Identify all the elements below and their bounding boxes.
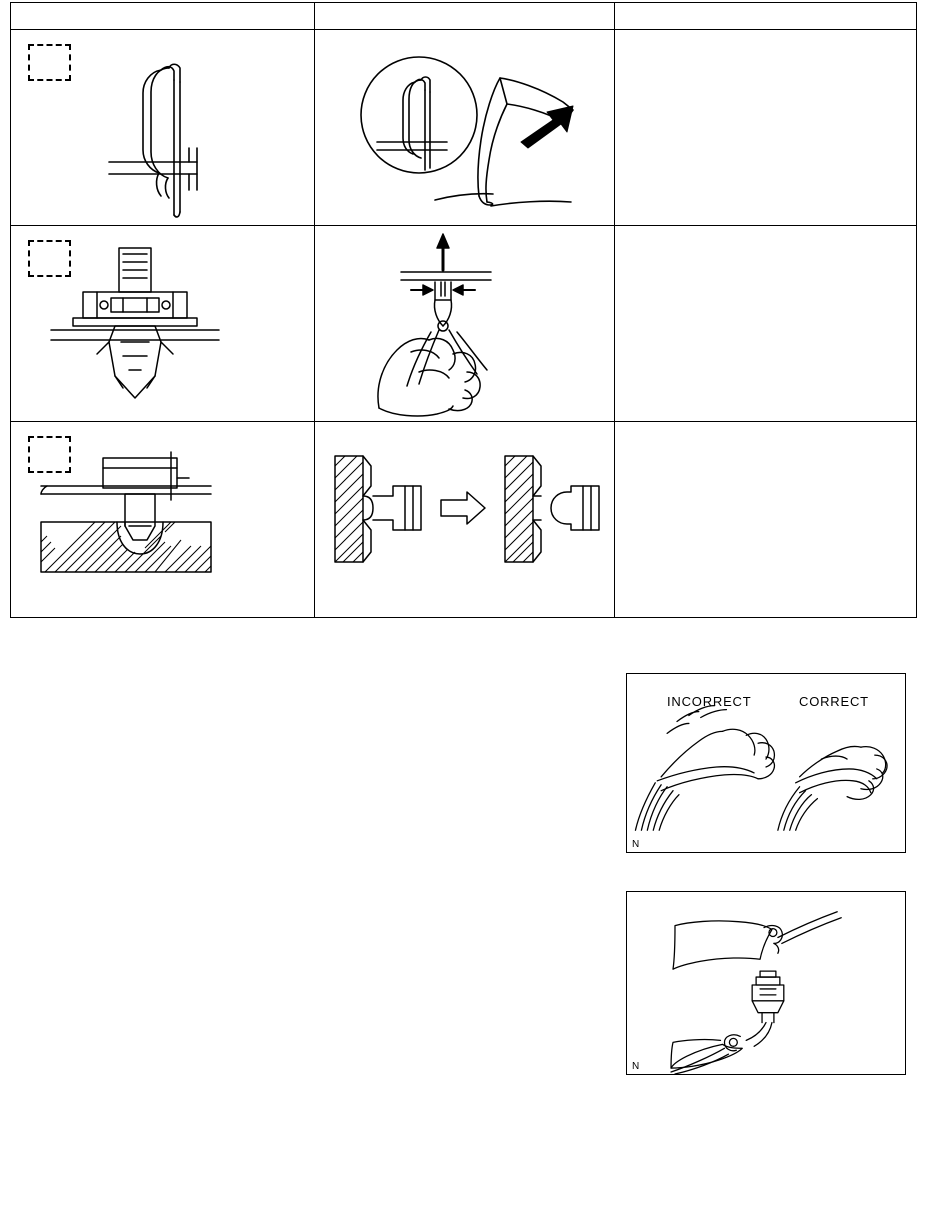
notes-cell-1	[615, 30, 917, 226]
clip-in-panel-cross-section-figure	[11, 422, 314, 617]
table-header-cell-1	[11, 3, 315, 30]
table-row	[11, 30, 917, 226]
incorrect-correct-illustration	[627, 674, 905, 852]
table-header-cell-2	[315, 3, 615, 30]
label-incorrect: INCORRECT	[667, 694, 752, 709]
connector-wire-routing-illustration	[627, 892, 905, 1074]
clip-pull-out-cross-section-figure	[315, 422, 614, 617]
connector-wire-routing-figure	[626, 891, 906, 1075]
incorrect-correct-wire-harness-figure	[626, 673, 906, 853]
clip-side-view-cell-3	[11, 422, 315, 618]
clip-removal-cell-2	[315, 226, 615, 422]
clip-removal-cell-1	[315, 30, 615, 226]
table-header-cell-3	[615, 3, 917, 30]
push-pin-clip-front-view-figure	[11, 226, 314, 421]
hook-clip-side-view-figure	[11, 30, 314, 225]
notes-cell-2	[615, 226, 917, 422]
clip-side-view-cell-2	[11, 226, 315, 422]
clip-side-view-cell-1	[11, 30, 315, 226]
table-row	[11, 422, 917, 618]
label-correct: CORRECT	[799, 694, 869, 709]
clip-removal-table	[10, 2, 917, 618]
notes-cell-3	[615, 422, 917, 618]
figure-caption: N	[632, 839, 640, 850]
table-row	[11, 226, 917, 422]
magnified-hook-clip-pry-figure	[315, 30, 614, 225]
table-header-row	[11, 3, 917, 30]
clip-removal-cell-3	[315, 422, 615, 618]
pliers-pull-clip-figure	[315, 226, 614, 421]
figure-caption: N	[632, 1061, 640, 1072]
